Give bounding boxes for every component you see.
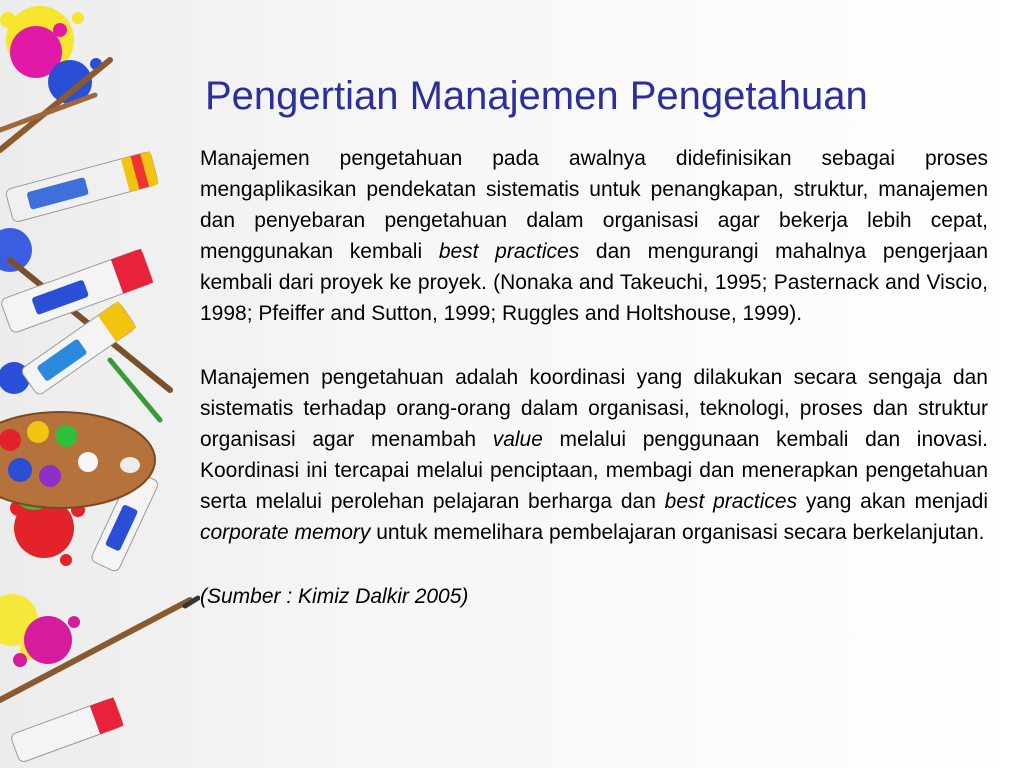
emphasis-term: best practices [664,490,798,513]
slide-title: Pengertian Manajemen Pengetahuan [205,74,868,118]
paragraph-text: yang akan menjadi [797,490,988,513]
paragraph-coordination [200,362,988,548]
source-citation: (Sumber : Kimiz Dalkir 2005) [200,585,469,608]
paragraph-text: dan mengurangi mahalnya pengerjaan kembali dari proyek ke proyek. (Nonaka and Takeuchi, 1995; Pasternack and Viscio, 1998; Pfeiffer and Sutton, 1999; Ruggles and Holtshouse, 1999). [200,240,988,325]
emphasis-term: value [492,428,543,451]
paragraph-text: Manajemen pengetahuan pada awalnya didefinisikan sebagai proses mengaplikasikan pendekatan sistematis untuk penangkapan, struktur, manajemen dan penyebaran pengetahuan dalam organisasi agar bekerja lebih cepat, menggunakan kembali [200,147,988,263]
paragraph-text: Manajemen pengetahuan adalah koordinasi yang dilakukan secara sengaja dan sistematis terhadap orang-orang dalam organisasi, teknologi, proses dan struktur organisasi agar menambah [200,366,988,451]
emphasis-term: best practices [438,240,580,263]
paragraph-text: untuk memelihara pembelajaran organisasi secara berkelanjutan. [370,521,985,544]
paragraph-text: melalui penggunaan kembali dan inovasi. Koordinasi ini tercapai melalui penciptaan, membagi dan menerapkan pengetahuan serta melalui perolehan pelajaran berharga dan [200,428,988,513]
paragraph-definition [200,143,988,329]
painting-supplies-icon [0,0,200,768]
emphasis-term: corporate memory [200,521,371,544]
slide-body [200,143,988,612]
